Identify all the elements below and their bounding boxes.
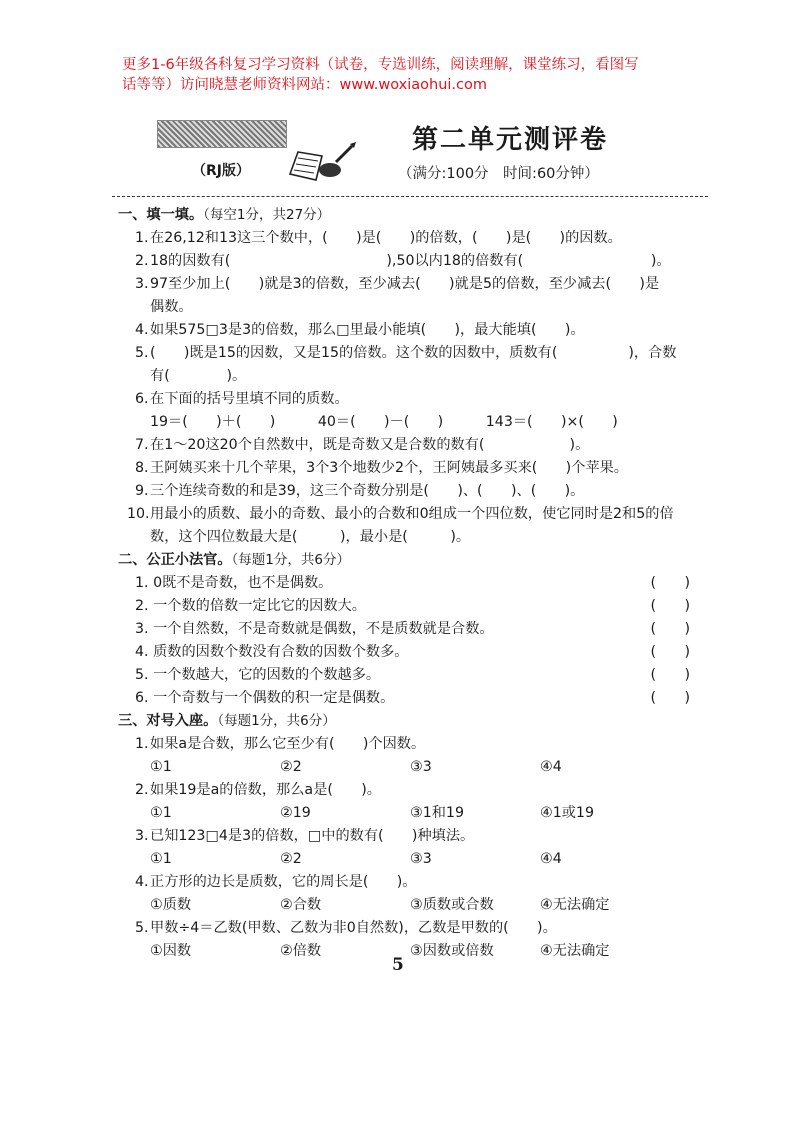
question-number: 6. — [135, 391, 149, 407]
option[interactable]: ①1 — [150, 851, 172, 867]
question-number: 7. — [135, 437, 149, 453]
option[interactable]: ④4 — [540, 851, 562, 867]
section-title: 一、填一填。 — [118, 207, 204, 223]
option[interactable]: ③因数或倍数 — [410, 943, 494, 959]
option[interactable]: ②2 — [280, 759, 302, 775]
question-text: 质数的因数个数没有合数的因数个数多。 — [153, 644, 409, 660]
question-text: 如果a是合数，那么它至少有( )个因数。 — [150, 736, 426, 752]
question-text: 三个连续奇数的和是39，这三个奇数分别是( )、( )、( )。 — [150, 483, 585, 499]
question — [118, 342, 698, 388]
question-text: 在下面的括号里填不同的质数。 — [150, 391, 349, 407]
answer-paren[interactable]: ( ) — [650, 690, 690, 706]
question — [118, 227, 698, 250]
question — [118, 457, 698, 480]
option[interactable]: ①1 — [150, 805, 172, 821]
option[interactable]: ③3 — [410, 759, 432, 775]
choice-question — [118, 825, 698, 848]
option-row — [118, 940, 698, 963]
page-number: 5 — [392, 955, 404, 975]
question-number: 1. — [135, 575, 149, 591]
section-note: （每空1分，共27分） — [203, 207, 331, 223]
question-number: 1. — [135, 230, 149, 246]
option[interactable]: ④无法确定 — [540, 943, 610, 959]
question-text: 一个自然数，不是奇数就是偶数，不是质数就是合数。 — [153, 621, 494, 637]
promo-line-1: 更多1-6年级各科复习学习资料（试卷，专选训练，阅读理解，课堂练习，看图写 — [122, 57, 639, 73]
question-number: 8. — [135, 460, 149, 476]
question-text: 一个数越大，它的因数的个数越多。 — [153, 667, 381, 683]
question-text: 在1～20这20个自然数中，既是奇数又是合数的数有( )。 — [150, 437, 590, 453]
choice-question — [118, 733, 698, 756]
section-heading-fill — [118, 204, 698, 227]
question-text: 在26,12和13这三个数中，( )是( )的倍数，( )是( )的因数。 — [150, 230, 622, 246]
edition-label: （RJ版） — [192, 163, 250, 179]
question — [118, 273, 698, 319]
question-text: 用最小的质数、最小的奇数、最小的合数和0组成一个四位数，使它同时是2和5的倍 — [150, 506, 674, 522]
option[interactable]: ④无法确定 — [540, 897, 610, 913]
judge-item — [118, 687, 698, 710]
option[interactable]: ②倍数 — [280, 943, 322, 959]
question-number: 3. — [135, 828, 149, 844]
question-number: 3. — [135, 276, 149, 292]
section-heading-judge — [118, 549, 698, 572]
question-number: 2. — [135, 782, 149, 798]
question — [118, 388, 698, 434]
question-text: 0既不是奇数，也不是偶数。 — [153, 575, 333, 591]
option[interactable]: ①1 — [150, 759, 172, 775]
question-text: 97至少加上( )就是3的倍数，至少减去( )就是5的倍数，至少减去( )是 — [150, 276, 660, 292]
option[interactable]: ④1或19 — [540, 805, 594, 821]
question-text: 已知123□4是3的倍数，□中的数有( )种填法。 — [150, 828, 475, 844]
answer-paren[interactable]: ( ) — [650, 598, 690, 614]
question-text: 如果575□3是3的倍数，那么□里最小能填( )，最大能填( )。 — [150, 322, 585, 338]
question-number: 4. — [135, 644, 149, 660]
question-text: 数，这个四位数最大是( )，最小是( )。 — [150, 529, 471, 545]
option-row — [118, 756, 698, 779]
option-row — [118, 894, 698, 917]
question — [118, 434, 698, 457]
option[interactable]: ②19 — [280, 805, 311, 821]
option[interactable]: ②合数 — [280, 897, 322, 913]
question — [118, 503, 698, 549]
option[interactable]: ④4 — [540, 759, 562, 775]
question-text: 偶数。 — [150, 299, 193, 315]
question-number: 5. — [135, 345, 149, 361]
question-text: 甲数÷4＝乙数(甲数、乙数为非0自然数)，乙数是甲数的( )。 — [150, 920, 557, 936]
page-title: 第二单元测评卷 — [412, 125, 609, 155]
section-note: （每题1分，共6分） — [231, 552, 350, 568]
answer-paren[interactable]: ( ) — [650, 644, 690, 660]
question-number: 2. — [135, 253, 149, 269]
judge-item — [118, 595, 698, 618]
section-title: 三、对号入座。 — [118, 713, 218, 729]
option[interactable]: ②2 — [280, 851, 302, 867]
promo-banner — [122, 55, 712, 95]
option[interactable]: ③质数或合数 — [410, 897, 494, 913]
option[interactable]: ③3 — [410, 851, 432, 867]
question-text: 王阿姨买来十几个苹果，3个3个地数少2个，王阿姨最多买来( )个苹果。 — [150, 460, 628, 476]
question-number: 2. — [135, 598, 149, 614]
question-text: 18的因数有( ),50以内18的倍数有( )。 — [150, 253, 671, 269]
question — [118, 250, 698, 273]
question-number: 10. — [127, 506, 150, 522]
choice-question — [118, 917, 698, 940]
question-text: 有( )。 — [150, 368, 247, 384]
question-text: 一个奇数与一个偶数的积一定是偶数。 — [153, 690, 395, 706]
answer-paren[interactable]: ( ) — [650, 575, 690, 591]
question-text: 正方形的边长是质数，它的周长是( )。 — [150, 874, 417, 890]
question-number: 3. — [135, 621, 149, 637]
choice-question — [118, 871, 698, 894]
question-number: 4. — [135, 322, 149, 338]
option[interactable]: ①因数 — [150, 943, 192, 959]
question — [118, 480, 698, 503]
section-heading-choice — [118, 710, 698, 733]
option-row — [118, 848, 698, 871]
question-number: 6. — [135, 690, 149, 706]
section-note: （每题1分，共6分） — [217, 713, 336, 729]
exam-meta: （满分:100分 时间:60分钟） — [398, 166, 599, 182]
choice-question — [118, 779, 698, 802]
question-number: 5. — [135, 920, 149, 936]
question-number: 5. — [135, 667, 149, 683]
book-pen-icon — [286, 140, 358, 184]
question-text: 19＝( )＋( ) 40＝( )－( ) 143＝( )×( ) — [150, 414, 618, 430]
judge-item — [118, 641, 698, 664]
option[interactable]: ③1和19 — [410, 805, 464, 821]
question — [118, 319, 698, 342]
question-number: 4. — [135, 874, 149, 890]
exam-content — [118, 204, 698, 963]
question-number: 9. — [135, 483, 149, 499]
judge-item — [118, 664, 698, 687]
option-row — [118, 802, 698, 825]
question-text: ( )既是15的因数，又是15的倍数。这个数的因数中，质数有( )，合数 — [150, 345, 677, 361]
answer-paren[interactable]: ( ) — [650, 621, 690, 637]
scribbled-stamp-image — [157, 120, 287, 148]
header-divider — [112, 196, 708, 197]
question-text: 如果19是a的倍数，那么a是( )。 — [150, 782, 381, 798]
option[interactable]: ①质数 — [150, 897, 192, 913]
promo-line-2: 话等等）访问晓慧老师资料网站：www.woxiaohui.com — [122, 77, 487, 93]
answer-paren[interactable]: ( ) — [650, 667, 690, 683]
section-title: 二、公正小法官。 — [118, 552, 232, 568]
question-number: 1. — [135, 736, 149, 752]
question-text: 一个数的倍数一定比它的因数大。 — [153, 598, 366, 614]
judge-item — [118, 572, 698, 595]
judge-item — [118, 618, 698, 641]
